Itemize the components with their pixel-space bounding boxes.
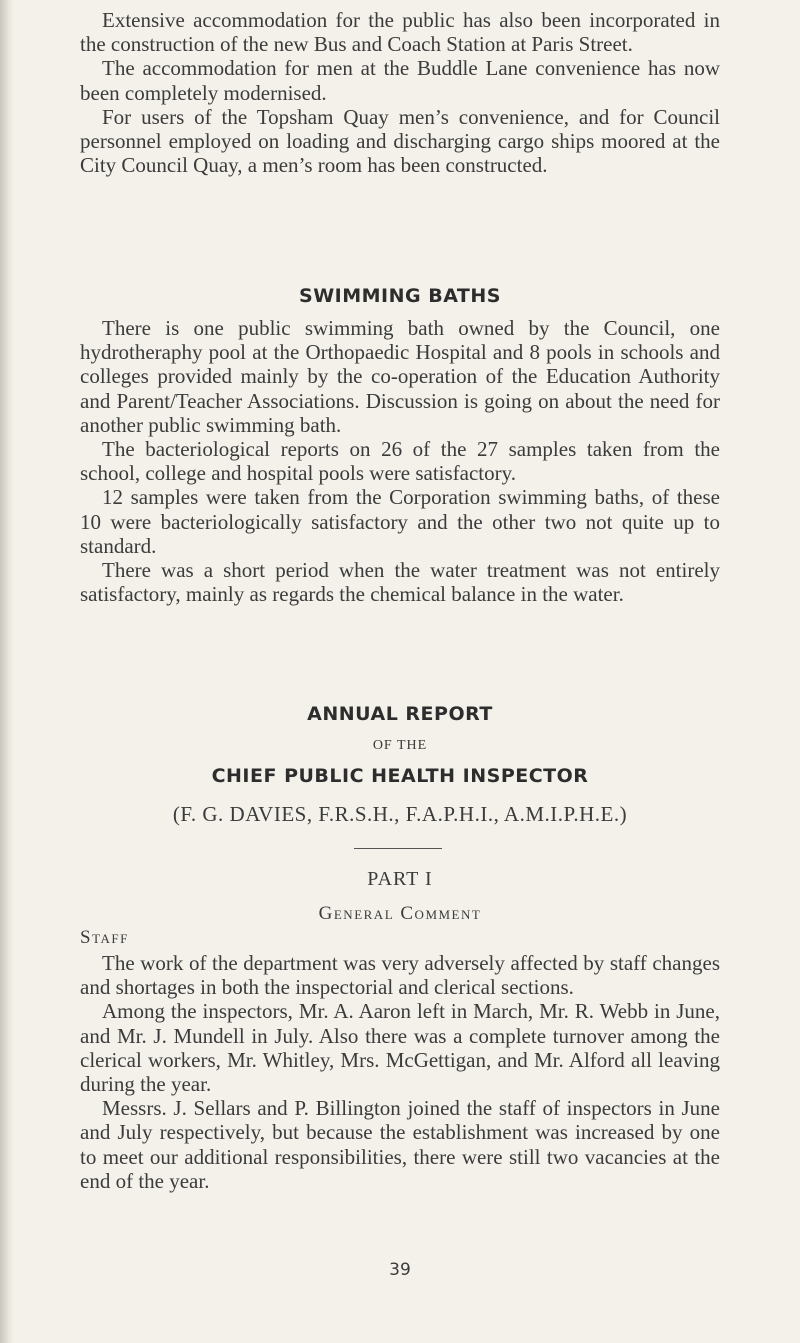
- binding-shadow: [0, 0, 14, 1343]
- part-heading: PART I: [367, 868, 433, 890]
- paragraph: The bacteriological reports on 26 of the 27 samples taken from the school, college and hospital pools were satisfactory.: [80, 437, 720, 486]
- paragraph: For users of the Topsham Quay men’s convenience, and for Council personnel employed on loading and discharging cargo ships moored at the City Council Quay, a men’s room has been constructed.: [80, 104, 720, 178]
- section-heading: General Comment: [318, 903, 482, 924]
- swimming-baths-heading: SWIMMING BATHS: [299, 285, 501, 307]
- of-the-label: OF THE: [372, 738, 428, 753]
- intro-section: [80, 8, 720, 177]
- chief-inspector-title: CHIEF PUBLIC HEALTH INSPECTOR: [211, 765, 589, 787]
- paragraph: Messrs. J. Sellars and P. Billington joined the staff of inspectors in June and July respectively, but because the establishment was increased by one to meet our additional responsibilities, there were still two vacancies at the end of the year.: [80, 1096, 720, 1193]
- subsection-heading: Staff: [80, 927, 129, 948]
- paragraph: There was a short period when the water treatment was not entirely satisfactory, mainly as regards the chemical balance in the water.: [80, 558, 720, 607]
- divider: [354, 848, 442, 849]
- swimming-section: [80, 316, 720, 606]
- paragraph: The accommodation for men at the Buddle Lane convenience has now been completely modernised.: [80, 56, 720, 105]
- staff-section: [80, 951, 720, 1193]
- paragraph: Extensive accommodation for the public has also been incorporated in the construction of the new Bus and Coach Station at Paris Street.: [80, 8, 720, 57]
- paragraph: Among the inspectors, Mr. A. Aaron left in March, Mr. R. Webb in June, and Mr. J. Mundell in July. Also there was a complete turnover among the clerical workers, Mr. Whitley, Mrs. McGettigan, and Mr. Alford all leaving during the year.: [80, 999, 720, 1097]
- paragraph: The work of the department was very adversely affected by staff changes and shortages in both the inspectorial and clerical sections.: [80, 951, 720, 1000]
- paragraph: 12 samples were taken from the Corporation swimming baths, of these 10 were bacteriologically satisfactory and the other two not quite up to standard.: [80, 485, 720, 558]
- page-number: 39: [389, 1260, 411, 1280]
- paragraph: There is one public swimming bath owned by the Council, one hydrotheraphy pool at the Orthopaedic Hospital and 8 pools in schools and colleges provided mainly by the co-operation of the Education Authority and Parent/Teacher Associations. Discussion is going on about the need for another public swimming bath.: [80, 316, 720, 437]
- inspector-name: (F. G. DAVIES, F.R.S.H., F.A.P.H.I., A.M.I.P.H.E.): [172, 802, 628, 826]
- annual-report-title: ANNUAL REPORT: [307, 703, 493, 725]
